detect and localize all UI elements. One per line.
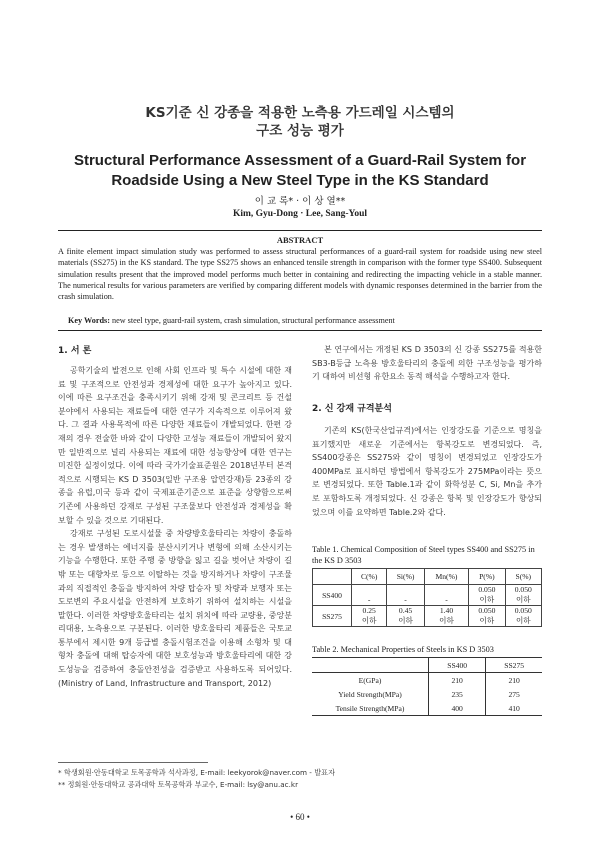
keywords-label: Key Words:: [68, 316, 110, 325]
abstract-bottom-rule: [58, 330, 542, 331]
footnote-2: ** 정회원·안동대학교 공과대학 토목공학과 부교수, E-mail: lsy@anu.ac.kr: [58, 780, 299, 789]
table-2-row: [312, 673, 542, 688]
table-1-caption: Table 1. Chemical Composition of Steel types SS400 and SS275 in the KS D 3503: [312, 545, 535, 565]
table-2-caption: Table 2. Mechanical Properties of Steels in KS D 3503: [312, 645, 494, 654]
table-1-header-cell: C(%): [352, 569, 387, 585]
table-1-row-label: SS275: [313, 606, 352, 627]
table-1-cell: -: [352, 585, 387, 606]
keywords: [68, 316, 542, 325]
table-2-cell: 210: [429, 673, 486, 688]
table-1-cell: 0.050 이하: [469, 585, 505, 606]
table-2-header-cell: SS275: [504, 660, 525, 670]
section-2-heading: 2. 신 강재 규격분석: [312, 404, 392, 414]
table-1-cell: 0.45 이하: [387, 606, 424, 627]
table-1-row-ss400: [313, 585, 542, 606]
abstract-text: A finite element impact simulation study was performed to assess structural performances of a guard-rail system for roadside using new steel materials (SS275) in the KS standard. The type SS275 shows an enhanced tensile strength in comparison with the former type SS400. Subsequent simulation results present that the improved model performs much better in containing and redirecting the impacting vehicle in a stable manner. The numerical results for various parameters are verified by comparing different models with dynamic responses determined in the barrier from the crash simulation.: [58, 247, 542, 302]
table-2-cell: 235: [429, 687, 486, 701]
section-2-paragraph: 기존의 KS(한국산업규격)에서는 인장강도를 기준으로 명칭을 표기했지만 새로운 기준에서는 항복강도로 변경되었다. 즉, SS400강종은 SS275와 같이 명칭이 변경되었고 인장강도가 400MPa로 표시하던 방법에서 항복강도가 275MPa이라는 뜻으로 변경되었다. 또한 Table.1과 같이 화학성분 C, Si, Mn을 추가로 포함하도록 개정되었다. 신 강종은 항복 및 인장강도가 향상되었으며 이를 요약하면 Table.2와 같다.: [312, 426, 542, 517]
footnote-rule: [58, 762, 208, 763]
table-2-header-cell: SS400: [429, 658, 486, 673]
table-1-cell: 0.050 이하: [505, 585, 541, 606]
authors-english: Kim, Gyu-Dong · Lee, Sang-Youl: [232, 209, 368, 219]
keywords-text: new steel type, guard-rail system, crash simulation, structural performance assessment: [109, 316, 395, 325]
table-1: [312, 568, 542, 627]
table-2-header-row: [312, 658, 542, 673]
table-2-cell: 410: [508, 703, 520, 713]
abstract-heading: ABSTRACT: [276, 235, 324, 245]
table-1-header-cell: S(%): [505, 569, 541, 585]
table-1-cell: 0.050 이하: [505, 606, 541, 627]
table-2-header-cell: [312, 658, 429, 673]
table-2-row-label: E(GPa): [312, 673, 429, 688]
table-2-row: [312, 701, 542, 716]
authors-korean: 이 교 록* · 이 상 열**: [254, 196, 346, 207]
table-2-cell: 275: [508, 689, 520, 699]
table-1-cell: -: [387, 585, 424, 606]
table-1-header-cell: Mn(%): [424, 569, 468, 585]
table-1-cell: 0.050 이하: [469, 606, 505, 627]
table-2-row: [312, 687, 542, 701]
table-2-row-label: Tensile Strength(MPa): [312, 701, 429, 716]
right-intro-paragraph: 본 연구에서는 개정된 KS D 3503의 신 강종 SS275를 적용한 SB3-B등급 노측용 방호울타리의 충돌에 의한 구조성능을 평가하기 대하여 비선형 유한요소 동적 해석을 수행하고자 한다.: [312, 345, 542, 382]
section-2-body: [312, 424, 542, 519]
table-1-header-cell: Si(%): [387, 569, 424, 585]
footnote-1: * 학생회원·안동대학교 토목공학과 석사과정, E-mail: leekyorok@naver.com - 발표자: [58, 768, 336, 777]
section-1-heading: 1. 서 론: [58, 346, 92, 356]
table-1-header-cell: [313, 569, 352, 585]
table-2-row-label: Yield Strength(MPa): [312, 687, 429, 701]
abstract-top-rule: [58, 230, 542, 231]
english-title-line-2: Roadside Using a New Steel Type in the KS Standard: [111, 172, 489, 189]
korean-title-line-1: KS기준 신 강종을 적용한 노측용 가드레일 시스템의: [145, 105, 455, 121]
page-number: • 60 •: [290, 812, 310, 822]
right-intro: [312, 343, 542, 384]
table-1-row-label: SS400: [313, 585, 352, 606]
english-title-line-1: Structural Performance Assessment of a Guard-Rail System for: [73, 152, 527, 169]
table-2-cell: 400: [429, 701, 486, 716]
table-2-cell: 210: [508, 675, 520, 685]
table-1-cell: 0.25 이하: [352, 606, 387, 627]
table-2: [312, 657, 542, 716]
korean-title-line-2: 구조 성능 평가: [256, 123, 344, 139]
section-1-body: [58, 364, 292, 690]
table-1-row-ss275: [313, 606, 542, 627]
section-1-paragraph-2: 강재로 구성된 도로시설물 중 차량방호울타리는 차량이 충돌하는 경우 발생하는 에너지를 분산시키거나 변형에 의해 소산시키는 기능을 수행한다. 또한 주행 중 방향을 잃고 길을 벗어난 차량이 길 밖 또는 대향차로 등으로 이탈하는 것을 방지하거나 차량이 구조물과의 직접적인 충돌을 방지하여 차량 탑승자 및 차량과 보행자 또는 도로변의 주요시설을 안전하게 보호하기 위하여 설치하는 시설을 말한다. 이러한 차량방호울타리는 설치 위치에 따라 교량용, 중앙분리대용, 노측용으로 구분된다. 이러한 방호울타리 제품들은 국토교통부에서 제시한 9개 등급별 충돌시험조건을 이용해 소형차 및 대형차 충돌에 대해 탑승자에 대한 보호성능과 방호울타리에 대한 강도성능을 검증하여 충돌안전성을 검증받고 사용하도록 되어있다.(Ministry of Land, Infrastructure and Transport, 2012): [58, 529, 292, 688]
section-1-paragraph-1: 공학기술의 발전으로 인해 사회 인프라 및 특수 시설에 대한 재료 및 구조적으로 안전성과 경제성에 대한 요구가 높아지고 있다. 이에 따른 요구조건을 충족시키기 위해 강재 및 콘크리트 등 건설 분야에서 사용되는 재료들에 대한 연구가 지속적으로 이루어져 왔다. 그 결과 사용목적에 따른 다양한 재료들이 개발되었다. 한편 강재의 경우 전술한 바와 같이 다양한 고성능 재료들이 개발되어 왔지만 일반적으로 널리 사용되는 재료에 대한 성능향상에 대한 연구는 미진한 실정이었다. 이에 따라 국가기술표준원은 2018년부터 본격적으로 시행되는 KS D 3503(일반 구조용 압연강재)등 23종의 강종을 유럽,미국 등과 같이 국제표준기준으로 표준을 상향함으로써 기존에 사용하던 강재로 구성된 구조물보다 안전성과 경제성을 확보할 수 있을 것으로 기대된다.: [58, 366, 292, 525]
table-1-cell: 1.40 이하: [424, 606, 468, 627]
table-1-cell: -: [424, 585, 468, 606]
table-1-header-cell: P(%): [469, 569, 505, 585]
table-1-header-row: [313, 569, 542, 585]
